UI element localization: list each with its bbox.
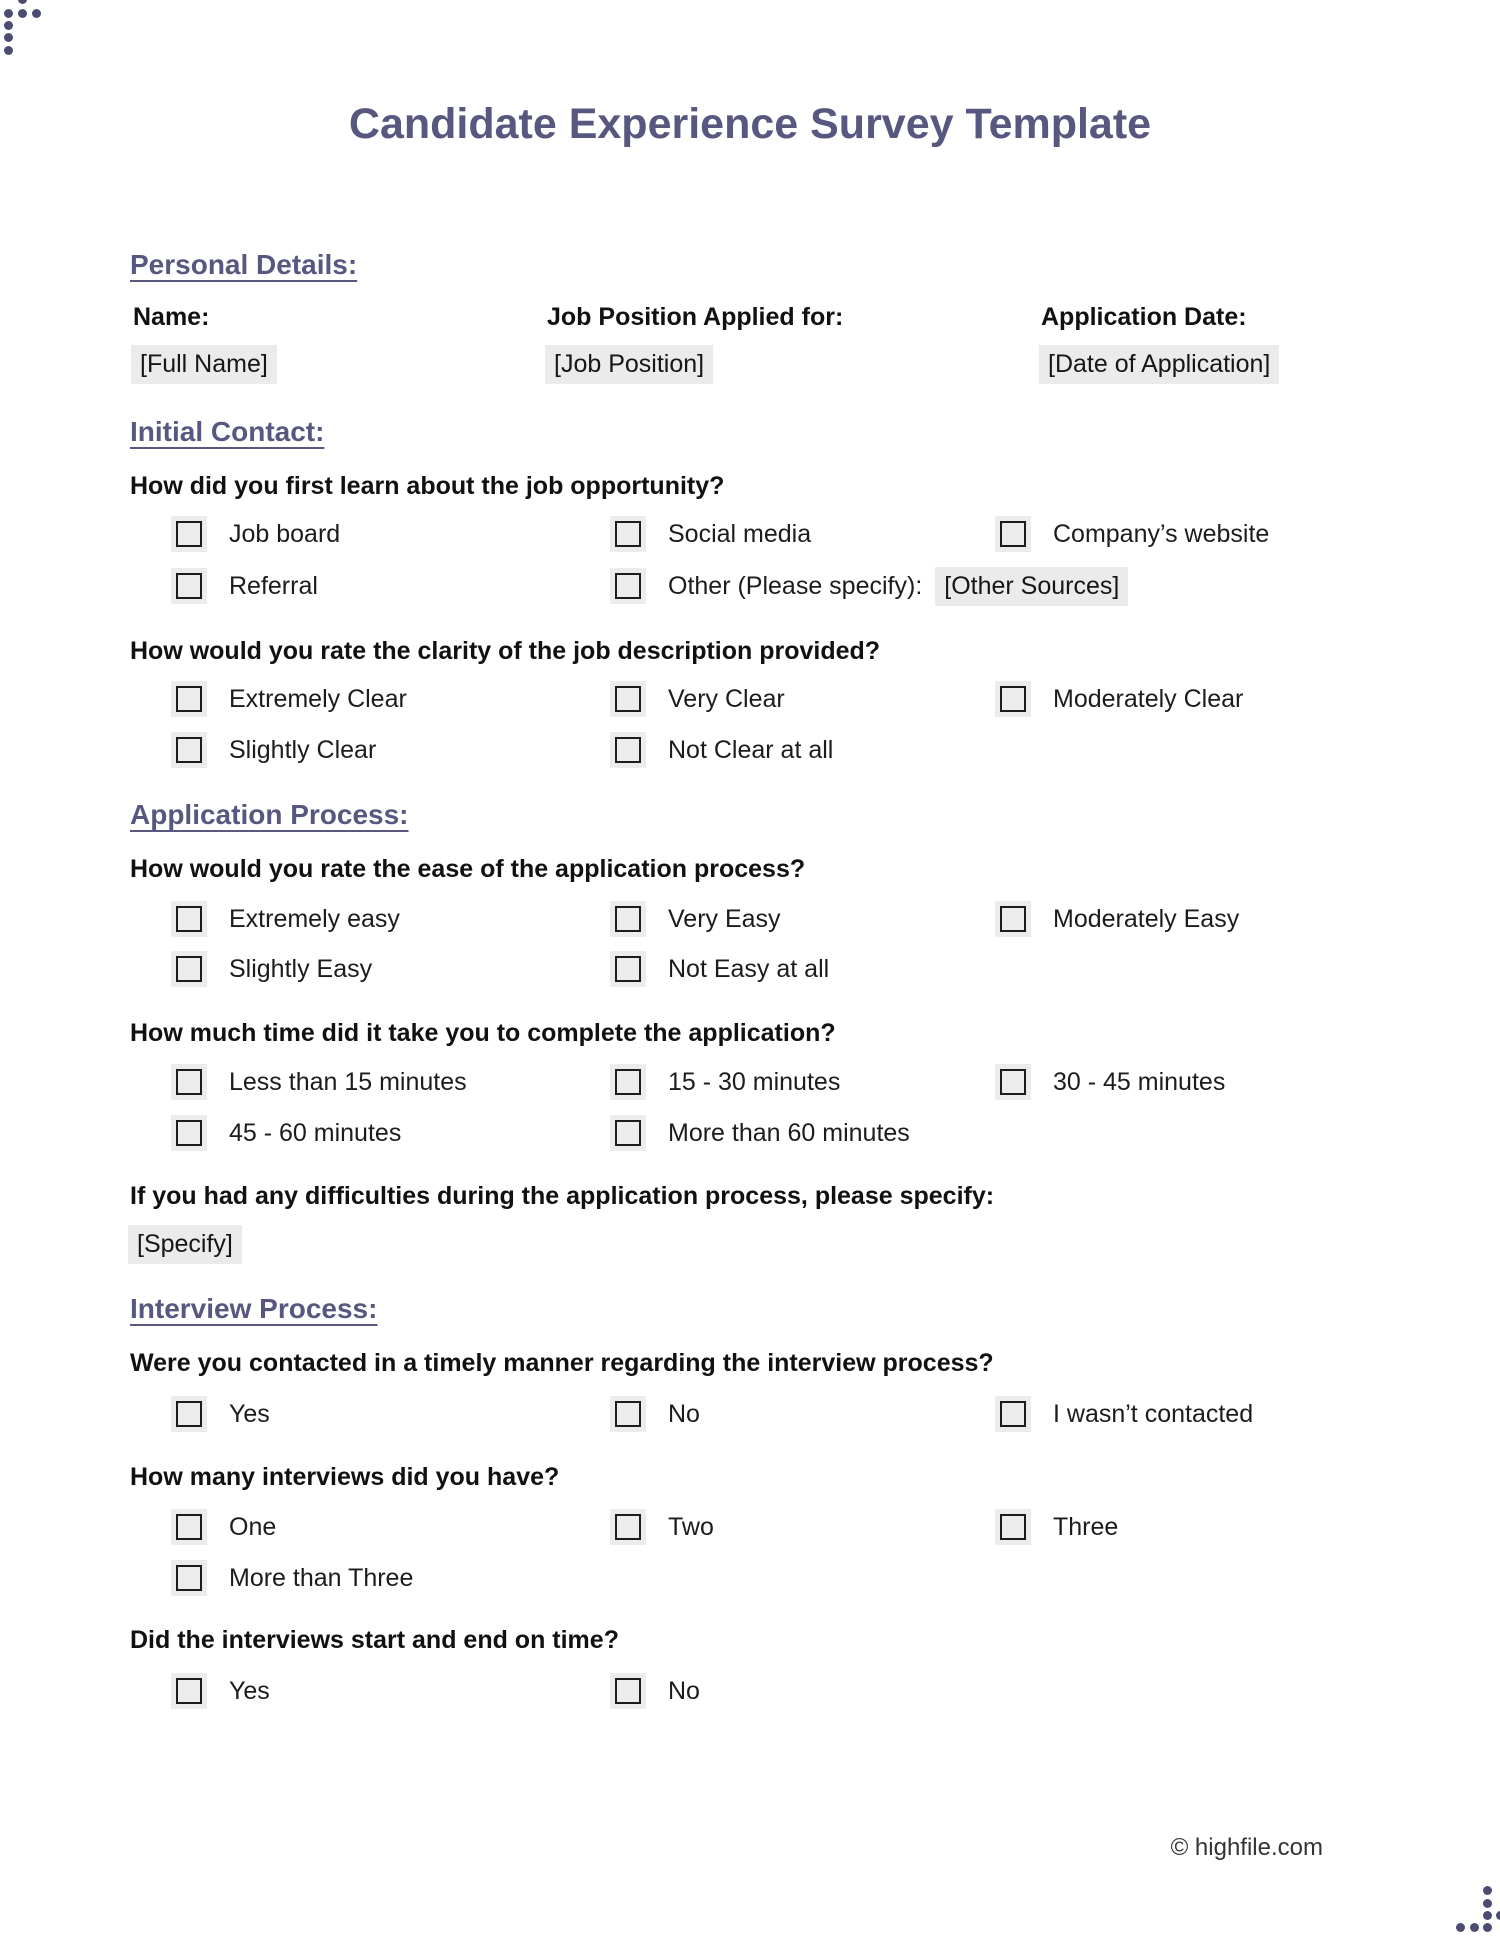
checkbox-icon[interactable]	[176, 1401, 202, 1427]
checkbox-icon[interactable]	[176, 521, 202, 547]
option-less-than-15[interactable]	[176, 1056, 467, 1108]
checkbox-icon[interactable]	[615, 1514, 641, 1540]
checkbox-icon[interactable]	[615, 521, 641, 547]
checkbox-icon[interactable]	[1000, 1401, 1026, 1427]
checkbox-icon[interactable]	[1000, 686, 1026, 712]
option-label: Extremely easy	[229, 904, 400, 933]
option-label: One	[229, 1512, 277, 1541]
option-label: No	[668, 1399, 700, 1428]
option-label: Moderately Clear	[1053, 684, 1244, 713]
option-label: Slightly Easy	[229, 954, 373, 983]
options-row	[0, 943, 1500, 995]
option-label: Job board	[229, 519, 341, 548]
option-label: I wasn’t contacted	[1053, 1399, 1254, 1428]
option-moderately-easy[interactable]	[1000, 893, 1239, 945]
option-label: Yes	[229, 1399, 270, 1428]
option-label: Less than 15 minutes	[229, 1067, 467, 1096]
checkbox-icon[interactable]	[615, 573, 641, 599]
application-date-field[interactable]: [Date of Application]	[1039, 345, 1279, 384]
checkbox-icon[interactable]	[615, 737, 641, 763]
option-not-clear-at-all[interactable]	[615, 724, 833, 776]
option-label: 30 - 45 minutes	[1053, 1067, 1226, 1096]
full-name-field[interactable]: [Full Name]	[131, 345, 277, 384]
question-how-many-interviews: How many interviews did you have?	[130, 1463, 560, 1491]
dot-icon	[1483, 1923, 1492, 1932]
option-slightly-easy[interactable]	[176, 943, 372, 995]
option-one[interactable]	[176, 1501, 276, 1553]
dot-icon	[1483, 1911, 1492, 1920]
option-label: 45 - 60 minutes	[229, 1118, 402, 1147]
dot-icon	[4, 9, 13, 18]
option-companys-website[interactable]	[1000, 508, 1269, 560]
checkbox-icon[interactable]	[1000, 906, 1026, 932]
checkbox-icon[interactable]	[176, 1069, 202, 1095]
checkbox-icon[interactable]	[176, 1120, 202, 1146]
option-label: Company’s website	[1053, 519, 1270, 548]
option-label: Two	[668, 1512, 714, 1541]
option-referral[interactable]	[176, 560, 318, 612]
checkbox-icon[interactable]	[615, 906, 641, 932]
option-very-easy[interactable]	[615, 893, 781, 945]
checkbox-icon[interactable]	[615, 1120, 641, 1146]
checkbox-icon[interactable]	[615, 1678, 641, 1704]
field-label-name: Name:	[133, 303, 210, 331]
option-job-board[interactable]	[176, 508, 340, 560]
options-row	[0, 1056, 1500, 1108]
option-label: Referral	[229, 571, 318, 600]
personal-labels-row	[0, 303, 1500, 349]
checkbox-icon[interactable]	[176, 686, 202, 712]
options-row	[0, 1107, 1500, 1159]
checkbox-icon[interactable]	[1000, 1514, 1026, 1540]
option-extremely-clear[interactable]	[176, 673, 407, 725]
option-15-30[interactable]	[615, 1056, 840, 1108]
checkbox-icon[interactable]	[615, 956, 641, 982]
checkbox-icon[interactable]	[176, 737, 202, 763]
option-label: Other (Please specify):	[668, 571, 923, 600]
question-learn-about-job: How did you first learn about the job opportunity?	[130, 472, 725, 500]
option-timely-yes[interactable]	[176, 1388, 270, 1440]
question-ease-application: How would you rate the ease of the application process?	[130, 855, 806, 883]
checkbox-icon[interactable]	[615, 1069, 641, 1095]
option-not-easy-at-all[interactable]	[615, 943, 829, 995]
option-label: Yes	[229, 1676, 270, 1705]
option-45-60[interactable]	[176, 1107, 401, 1159]
option-label: Three	[1053, 1512, 1119, 1541]
specify-field[interactable]: [Specify]	[128, 1225, 242, 1264]
options-row	[0, 1665, 1500, 1717]
question-time-to-complete: How much time did it take you to complete the application?	[130, 1019, 836, 1047]
option-moderately-clear[interactable]	[1000, 673, 1243, 725]
question-clarity-job-description: How would you rate the clarity of the job description provided?	[130, 637, 881, 665]
option-label: Very Clear	[668, 684, 785, 713]
dot-icon	[4, 21, 13, 30]
dot-icon	[1483, 1886, 1492, 1895]
dot-icon	[1470, 1923, 1479, 1932]
dot-icon	[32, 9, 41, 18]
option-two[interactable]	[615, 1501, 714, 1553]
option-label: Not Easy at all	[668, 954, 830, 983]
option-ontime-yes[interactable]	[176, 1665, 270, 1717]
option-label: Very Easy	[668, 904, 781, 933]
dot-icon	[1483, 1899, 1492, 1908]
dot-icon	[4, 46, 13, 55]
checkbox-icon[interactable]	[1000, 521, 1026, 547]
specify-row	[0, 1225, 1500, 1271]
option-label: Extremely Clear	[229, 684, 407, 713]
dot-icon	[4, 33, 13, 42]
checkbox-icon[interactable]	[1000, 1069, 1026, 1095]
option-ontime-no[interactable]	[615, 1665, 700, 1717]
checkbox-icon[interactable]	[176, 573, 202, 599]
field-label-job-position: Job Position Applied for:	[547, 303, 844, 331]
option-wasnt-contacted[interactable]	[1000, 1388, 1253, 1440]
options-row	[0, 893, 1500, 945]
option-more-than-60[interactable]	[615, 1107, 910, 1159]
question-difficulties: If you had any difficulties during the application process, please specify:	[130, 1182, 995, 1210]
checkbox-icon[interactable]	[615, 686, 641, 712]
checkbox-icon[interactable]	[176, 1514, 202, 1540]
options-row	[0, 724, 1500, 776]
option-label: Social media	[668, 519, 812, 548]
option-very-clear[interactable]	[615, 673, 785, 725]
option-label: Slightly Clear	[229, 735, 377, 764]
footer-copyright: © highfile.com	[1170, 1834, 1323, 1861]
option-other[interactable]	[615, 560, 1128, 612]
option-extremely-easy[interactable]	[176, 893, 400, 945]
dot-icon	[1496, 1911, 1500, 1920]
options-row	[0, 1552, 1500, 1604]
options-row	[0, 1388, 1500, 1440]
option-label: 15 - 30 minutes	[668, 1067, 841, 1096]
section-heading-interview-process: Interview Process:	[130, 1293, 378, 1324]
checkbox-icon[interactable]	[176, 956, 202, 982]
checkbox-icon[interactable]	[176, 1565, 202, 1591]
options-row	[0, 560, 1500, 612]
options-row	[0, 508, 1500, 560]
checkbox-icon[interactable]	[176, 1678, 202, 1704]
question-timely-contact: Were you contacted in a timely manner regarding the interview process?	[130, 1349, 994, 1377]
option-social-media[interactable]	[615, 508, 811, 560]
section-heading-initial-contact: Initial Contact:	[130, 416, 325, 447]
job-position-field[interactable]: [Job Position]	[545, 345, 713, 384]
section-heading-application-process: Application Process:	[130, 799, 409, 830]
options-row	[0, 1501, 1500, 1553]
option-three[interactable]	[1000, 1501, 1118, 1553]
question-interviews-on-time: Did the interviews start and end on time?	[130, 1626, 619, 1654]
option-label: More than Three	[229, 1563, 414, 1592]
section-heading-personal-details: Personal Details:	[130, 249, 358, 280]
dot-icon	[18, 9, 27, 18]
dot-icon	[1456, 1923, 1465, 1932]
option-30-45[interactable]	[1000, 1056, 1225, 1108]
other-sources-field[interactable]: [Other Sources]	[935, 567, 1128, 606]
dot-icon	[18, 0, 27, 4]
option-timely-no[interactable]	[615, 1388, 700, 1440]
option-more-than-three[interactable]	[176, 1552, 413, 1604]
personal-values-row	[0, 345, 1500, 391]
option-label: Moderately Easy	[1053, 904, 1240, 933]
checkbox-icon[interactable]	[615, 1401, 641, 1427]
option-slightly-clear[interactable]	[176, 724, 376, 776]
option-label: No	[668, 1676, 700, 1705]
page-title: Candidate Experience Survey Template	[348, 100, 1152, 148]
options-row	[0, 673, 1500, 725]
option-label: Not Clear at all	[668, 735, 834, 764]
option-label: More than 60 minutes	[668, 1118, 910, 1147]
field-label-application-date: Application Date:	[1041, 303, 1247, 331]
checkbox-icon[interactable]	[176, 906, 202, 932]
